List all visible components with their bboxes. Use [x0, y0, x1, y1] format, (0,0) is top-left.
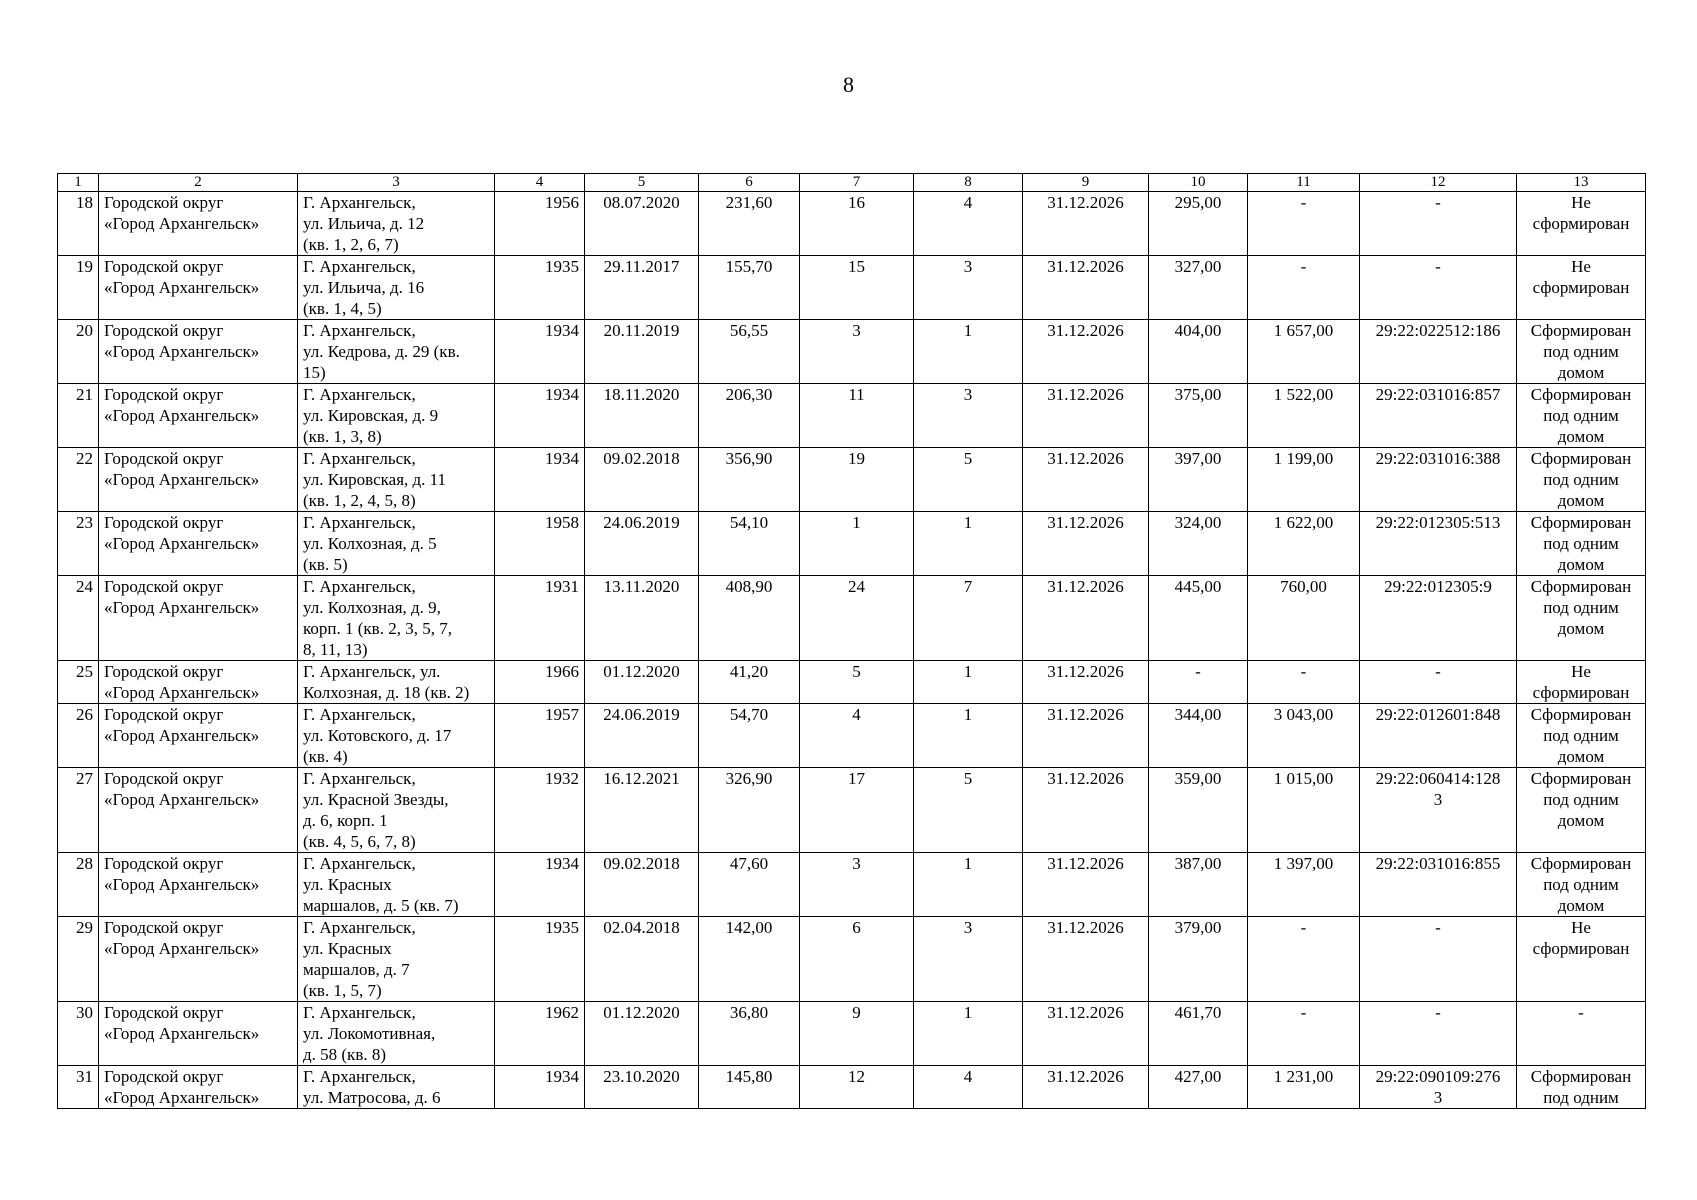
cell-row-number: 24: [58, 576, 99, 661]
cell-residents: 19: [800, 448, 914, 512]
cell-row-number: 18: [58, 192, 99, 256]
header-address: 3: [298, 174, 495, 192]
cell-col-10: 397,00: [1149, 448, 1248, 512]
cell-date: 20.11.2019: [585, 320, 699, 384]
cell-apartments: 1: [914, 1002, 1023, 1066]
header-col-10: 10: [1149, 174, 1248, 192]
cell-col-11: 1 622,00: [1248, 512, 1360, 576]
cell-date: 09.02.2018: [585, 448, 699, 512]
cell-municipality: Городской округ «Город Архангельск»: [99, 320, 298, 384]
cell-col-11: -: [1248, 1002, 1360, 1066]
table-row: [58, 384, 1646, 448]
cell-area: 145,80: [699, 1066, 800, 1109]
cell-area: 56,55: [699, 320, 800, 384]
cell-residents: 16: [800, 192, 914, 256]
cell-cadastral-number: -: [1360, 256, 1517, 320]
cell-cadastral-number: 29:22:031016:857: [1360, 384, 1517, 448]
cell-residents: 24: [800, 576, 914, 661]
header-residents: 7: [800, 174, 914, 192]
cell-land-status: Не сформирован: [1517, 256, 1646, 320]
table-row: [58, 661, 1646, 704]
cell-col-11: -: [1248, 256, 1360, 320]
cell-residents: 3: [800, 853, 914, 917]
cell-land-status: Сформирован под одним домом: [1517, 704, 1646, 768]
table-header: [58, 174, 1646, 192]
cell-area: 155,70: [699, 256, 800, 320]
cell-residents: 15: [800, 256, 914, 320]
cell-col-10: 344,00: [1149, 704, 1248, 768]
cell-municipality: Городской округ «Город Архангельск»: [99, 1066, 298, 1109]
cell-area: 206,30: [699, 384, 800, 448]
header-date: 5: [585, 174, 699, 192]
cell-col-10: 379,00: [1149, 917, 1248, 1002]
cell-date: 13.11.2020: [585, 576, 699, 661]
cell-area: 356,90: [699, 448, 800, 512]
cell-address: Г. Архангельск, ул. Кедрова, д. 29 (кв. 15): [298, 320, 495, 384]
cell-date: 23.10.2020: [585, 1066, 699, 1109]
cell-col-10: 445,00: [1149, 576, 1248, 661]
cell-cadastral-number: 29:22:060414:128 3: [1360, 768, 1517, 853]
cell-land-status: Сформирован под одним домом: [1517, 384, 1646, 448]
table-row: [58, 1002, 1646, 1066]
cell-col-10: 404,00: [1149, 320, 1248, 384]
cell-deadline: 31.12.2026: [1023, 1066, 1149, 1109]
table-body: [58, 192, 1646, 1109]
cell-col-10: 359,00: [1149, 768, 1248, 853]
cell-row-number: 23: [58, 512, 99, 576]
cell-col-11: 1 657,00: [1248, 320, 1360, 384]
cell-date: 16.12.2021: [585, 768, 699, 853]
cell-date: 24.06.2019: [585, 512, 699, 576]
cell-date: 02.04.2018: [585, 917, 699, 1002]
cell-row-number: 20: [58, 320, 99, 384]
cell-row-number: 26: [58, 704, 99, 768]
cell-year-built: 1956: [495, 192, 585, 256]
cell-year-built: 1958: [495, 512, 585, 576]
cell-land-status: -: [1517, 1002, 1646, 1066]
cell-row-number: 29: [58, 917, 99, 1002]
cell-date: 08.07.2020: [585, 192, 699, 256]
cell-year-built: 1934: [495, 320, 585, 384]
cell-year-built: 1934: [495, 448, 585, 512]
cell-residents: 9: [800, 1002, 914, 1066]
cell-municipality: Городской округ «Город Архангельск»: [99, 512, 298, 576]
header-col-11: 11: [1248, 174, 1360, 192]
cell-residents: 6: [800, 917, 914, 1002]
cell-area: 326,90: [699, 768, 800, 853]
cell-address: Г. Архангельск, ул. Локомотивная, д. 58 (кв. 8): [298, 1002, 495, 1066]
table-row: [58, 320, 1646, 384]
cell-municipality: Городской округ «Город Архангельск»: [99, 768, 298, 853]
cell-row-number: 21: [58, 384, 99, 448]
cell-col-10: 327,00: [1149, 256, 1248, 320]
cell-area: 54,70: [699, 704, 800, 768]
cell-cadastral-number: -: [1360, 917, 1517, 1002]
table-row: [58, 448, 1646, 512]
cell-area: 54,10: [699, 512, 800, 576]
cell-year-built: 1932: [495, 768, 585, 853]
cell-apartments: 5: [914, 768, 1023, 853]
cell-apartments: 1: [914, 704, 1023, 768]
cell-col-10: 461,70: [1149, 1002, 1248, 1066]
cell-year-built: 1935: [495, 917, 585, 1002]
cell-address: Г. Архангельск, ул. Красной Звезды, д. 6, корп. 1 (кв. 4, 5, 6, 7, 8): [298, 768, 495, 853]
cell-date: 24.06.2019: [585, 704, 699, 768]
cell-col-10: 295,00: [1149, 192, 1248, 256]
cell-apartments: 1: [914, 320, 1023, 384]
cell-apartments: 3: [914, 384, 1023, 448]
cell-cadastral-number: 29:22:012305:513: [1360, 512, 1517, 576]
cell-col-10: 324,00: [1149, 512, 1248, 576]
cell-address: Г. Архангельск, ул. Кировская, д. 9 (кв. 1, 3, 8): [298, 384, 495, 448]
cell-municipality: Городской округ «Город Архангельск»: [99, 192, 298, 256]
cell-land-status: Не сформирован: [1517, 661, 1646, 704]
cell-cadastral-number: 29:22:012305:9: [1360, 576, 1517, 661]
cell-deadline: 31.12.2026: [1023, 512, 1149, 576]
header-area: 6: [699, 174, 800, 192]
cell-col-10: 387,00: [1149, 853, 1248, 917]
cell-area: 408,90: [699, 576, 800, 661]
header-row: [58, 174, 1646, 192]
data-table: [57, 173, 1646, 1109]
cell-year-built: 1934: [495, 853, 585, 917]
cell-land-status: Не сформирован: [1517, 917, 1646, 1002]
table-row: [58, 704, 1646, 768]
cell-residents: 4: [800, 704, 914, 768]
cell-deadline: 31.12.2026: [1023, 192, 1149, 256]
cell-date: 01.12.2020: [585, 661, 699, 704]
header-cadastral-number: 12: [1360, 174, 1517, 192]
cell-year-built: 1957: [495, 704, 585, 768]
cell-address: Г. Архангельск, ул. Колхозная, д. 9, корп. 1 (кв. 2, 3, 5, 7, 8, 11, 13): [298, 576, 495, 661]
cell-address: Г. Архангельск, ул. Красных маршалов, д. 7 (кв. 1, 5, 7): [298, 917, 495, 1002]
table-row: [58, 192, 1646, 256]
cell-year-built: 1934: [495, 384, 585, 448]
cell-deadline: 31.12.2026: [1023, 917, 1149, 1002]
cell-year-built: 1962: [495, 1002, 585, 1066]
cell-land-status: Сформирован под одним: [1517, 1066, 1646, 1109]
cell-municipality: Городской округ «Город Архангельск»: [99, 384, 298, 448]
cell-land-status: Сформирован под одним домом: [1517, 576, 1646, 661]
cell-row-number: 19: [58, 256, 99, 320]
cell-address: Г. Архангельск, ул. Котовского, д. 17 (кв. 4): [298, 704, 495, 768]
cell-address: Г. Архангельск, ул. Колхозная, д. 5 (кв. 5): [298, 512, 495, 576]
table-row: [58, 576, 1646, 661]
cell-address: Г. Архангельск, ул. Кировская, д. 11 (кв. 1, 2, 4, 5, 8): [298, 448, 495, 512]
cell-residents: 5: [800, 661, 914, 704]
cell-row-number: 27: [58, 768, 99, 853]
cell-land-status: Сформирован под одним домом: [1517, 448, 1646, 512]
cell-col-11: 1 015,00: [1248, 768, 1360, 853]
header-deadline: 9: [1023, 174, 1149, 192]
cell-row-number: 25: [58, 661, 99, 704]
cell-date: 09.02.2018: [585, 853, 699, 917]
table-row: [58, 768, 1646, 853]
cell-residents: 11: [800, 384, 914, 448]
cell-cadastral-number: 29:22:031016:388: [1360, 448, 1517, 512]
cell-apartments: 4: [914, 192, 1023, 256]
cell-deadline: 31.12.2026: [1023, 256, 1149, 320]
cell-cadastral-number: 29:22:012601:848: [1360, 704, 1517, 768]
cell-apartments: 1: [914, 853, 1023, 917]
cell-residents: 3: [800, 320, 914, 384]
cell-col-11: -: [1248, 661, 1360, 704]
cell-land-status: Не сформирован: [1517, 192, 1646, 256]
cell-residents: 12: [800, 1066, 914, 1109]
cell-deadline: 31.12.2026: [1023, 576, 1149, 661]
cell-area: 47,60: [699, 853, 800, 917]
cell-cadastral-number: 29:22:031016:855: [1360, 853, 1517, 917]
table-row: [58, 853, 1646, 917]
cell-deadline: 31.12.2026: [1023, 768, 1149, 853]
cell-land-status: Сформирован под одним домом: [1517, 768, 1646, 853]
cell-cadastral-number: -: [1360, 1002, 1517, 1066]
cell-deadline: 31.12.2026: [1023, 448, 1149, 512]
header-municipality: 2: [99, 174, 298, 192]
cell-col-11: 3 043,00: [1248, 704, 1360, 768]
cell-row-number: 28: [58, 853, 99, 917]
cell-area: 231,60: [699, 192, 800, 256]
cell-apartments: 3: [914, 917, 1023, 1002]
cell-area: 36,80: [699, 1002, 800, 1066]
cell-deadline: 31.12.2026: [1023, 853, 1149, 917]
cell-col-11: 760,00: [1248, 576, 1360, 661]
page-number: 8: [843, 72, 854, 97]
cell-municipality: Городской округ «Город Архангельск»: [99, 661, 298, 704]
cell-deadline: 31.12.2026: [1023, 661, 1149, 704]
cell-apartments: 5: [914, 448, 1023, 512]
cell-land-status: Сформирован под одним домом: [1517, 853, 1646, 917]
cell-area: 41,20: [699, 661, 800, 704]
cell-col-11: 1 522,00: [1248, 384, 1360, 448]
cell-col-10: -: [1149, 661, 1248, 704]
cell-municipality: Городской округ «Город Архангельск»: [99, 1002, 298, 1066]
cell-year-built: 1934: [495, 1066, 585, 1109]
header-year-built: 4: [495, 174, 585, 192]
cell-cadastral-number: 29:22:090109:276 3: [1360, 1066, 1517, 1109]
header-row-number: 1: [58, 174, 99, 192]
cell-apartments: 7: [914, 576, 1023, 661]
cell-deadline: 31.12.2026: [1023, 384, 1149, 448]
cell-municipality: Городской округ «Город Архангельск»: [99, 704, 298, 768]
cell-cadastral-number: -: [1360, 661, 1517, 704]
cell-area: 142,00: [699, 917, 800, 1002]
cell-date: 29.11.2017: [585, 256, 699, 320]
cell-col-10: 427,00: [1149, 1066, 1248, 1109]
cell-municipality: Городской округ «Город Архангельск»: [99, 576, 298, 661]
table-row: [58, 917, 1646, 1002]
cell-apartments: 4: [914, 1066, 1023, 1109]
cell-row-number: 31: [58, 1066, 99, 1109]
cell-col-10: 375,00: [1149, 384, 1248, 448]
cell-year-built: 1935: [495, 256, 585, 320]
cell-col-11: -: [1248, 917, 1360, 1002]
cell-year-built: 1931: [495, 576, 585, 661]
cell-land-status: Сформирован под одним домом: [1517, 512, 1646, 576]
table-row: [58, 1066, 1646, 1109]
table-row: [58, 512, 1646, 576]
cell-deadline: 31.12.2026: [1023, 320, 1149, 384]
cell-row-number: 22: [58, 448, 99, 512]
cell-row-number: 30: [58, 1002, 99, 1066]
cell-col-11: -: [1248, 192, 1360, 256]
header-land-status: 13: [1517, 174, 1646, 192]
cell-cadastral-number: 29:22:022512:186: [1360, 320, 1517, 384]
cell-col-11: 1 397,00: [1248, 853, 1360, 917]
cell-municipality: Городской округ «Город Архангельск»: [99, 853, 298, 917]
cell-date: 18.11.2020: [585, 384, 699, 448]
cell-apartments: 1: [914, 661, 1023, 704]
cell-address: Г. Архангельск, ул. Ильича, д. 16 (кв. 1, 4, 5): [298, 256, 495, 320]
cell-residents: 17: [800, 768, 914, 853]
cell-municipality: Городской округ «Город Архангельск»: [99, 256, 298, 320]
cell-residents: 1: [800, 512, 914, 576]
cell-address: Г. Архангельск, ул. Колхозная, д. 18 (кв. 2): [298, 661, 495, 704]
cell-year-built: 1966: [495, 661, 585, 704]
header-apartments: 8: [914, 174, 1023, 192]
cell-apartments: 3: [914, 256, 1023, 320]
cell-col-11: 1 231,00: [1248, 1066, 1360, 1109]
cell-deadline: 31.12.2026: [1023, 1002, 1149, 1066]
cell-address: Г. Архангельск, ул. Матросова, д. 6: [298, 1066, 495, 1109]
cell-address: Г. Архангельск, ул. Красных маршалов, д. 5 (кв. 7): [298, 853, 495, 917]
cell-municipality: Городской округ «Город Архангельск»: [99, 917, 298, 1002]
cell-land-status: Сформирован под одним домом: [1517, 320, 1646, 384]
cell-date: 01.12.2020: [585, 1002, 699, 1066]
cell-municipality: Городской округ «Город Архангельск»: [99, 448, 298, 512]
cell-address: Г. Архангельск, ул. Ильича, д. 12 (кв. 1, 2, 6, 7): [298, 192, 495, 256]
table-row: [58, 256, 1646, 320]
cell-cadastral-number: -: [1360, 192, 1517, 256]
cell-apartments: 1: [914, 512, 1023, 576]
cell-col-11: 1 199,00: [1248, 448, 1360, 512]
cell-deadline: 31.12.2026: [1023, 704, 1149, 768]
